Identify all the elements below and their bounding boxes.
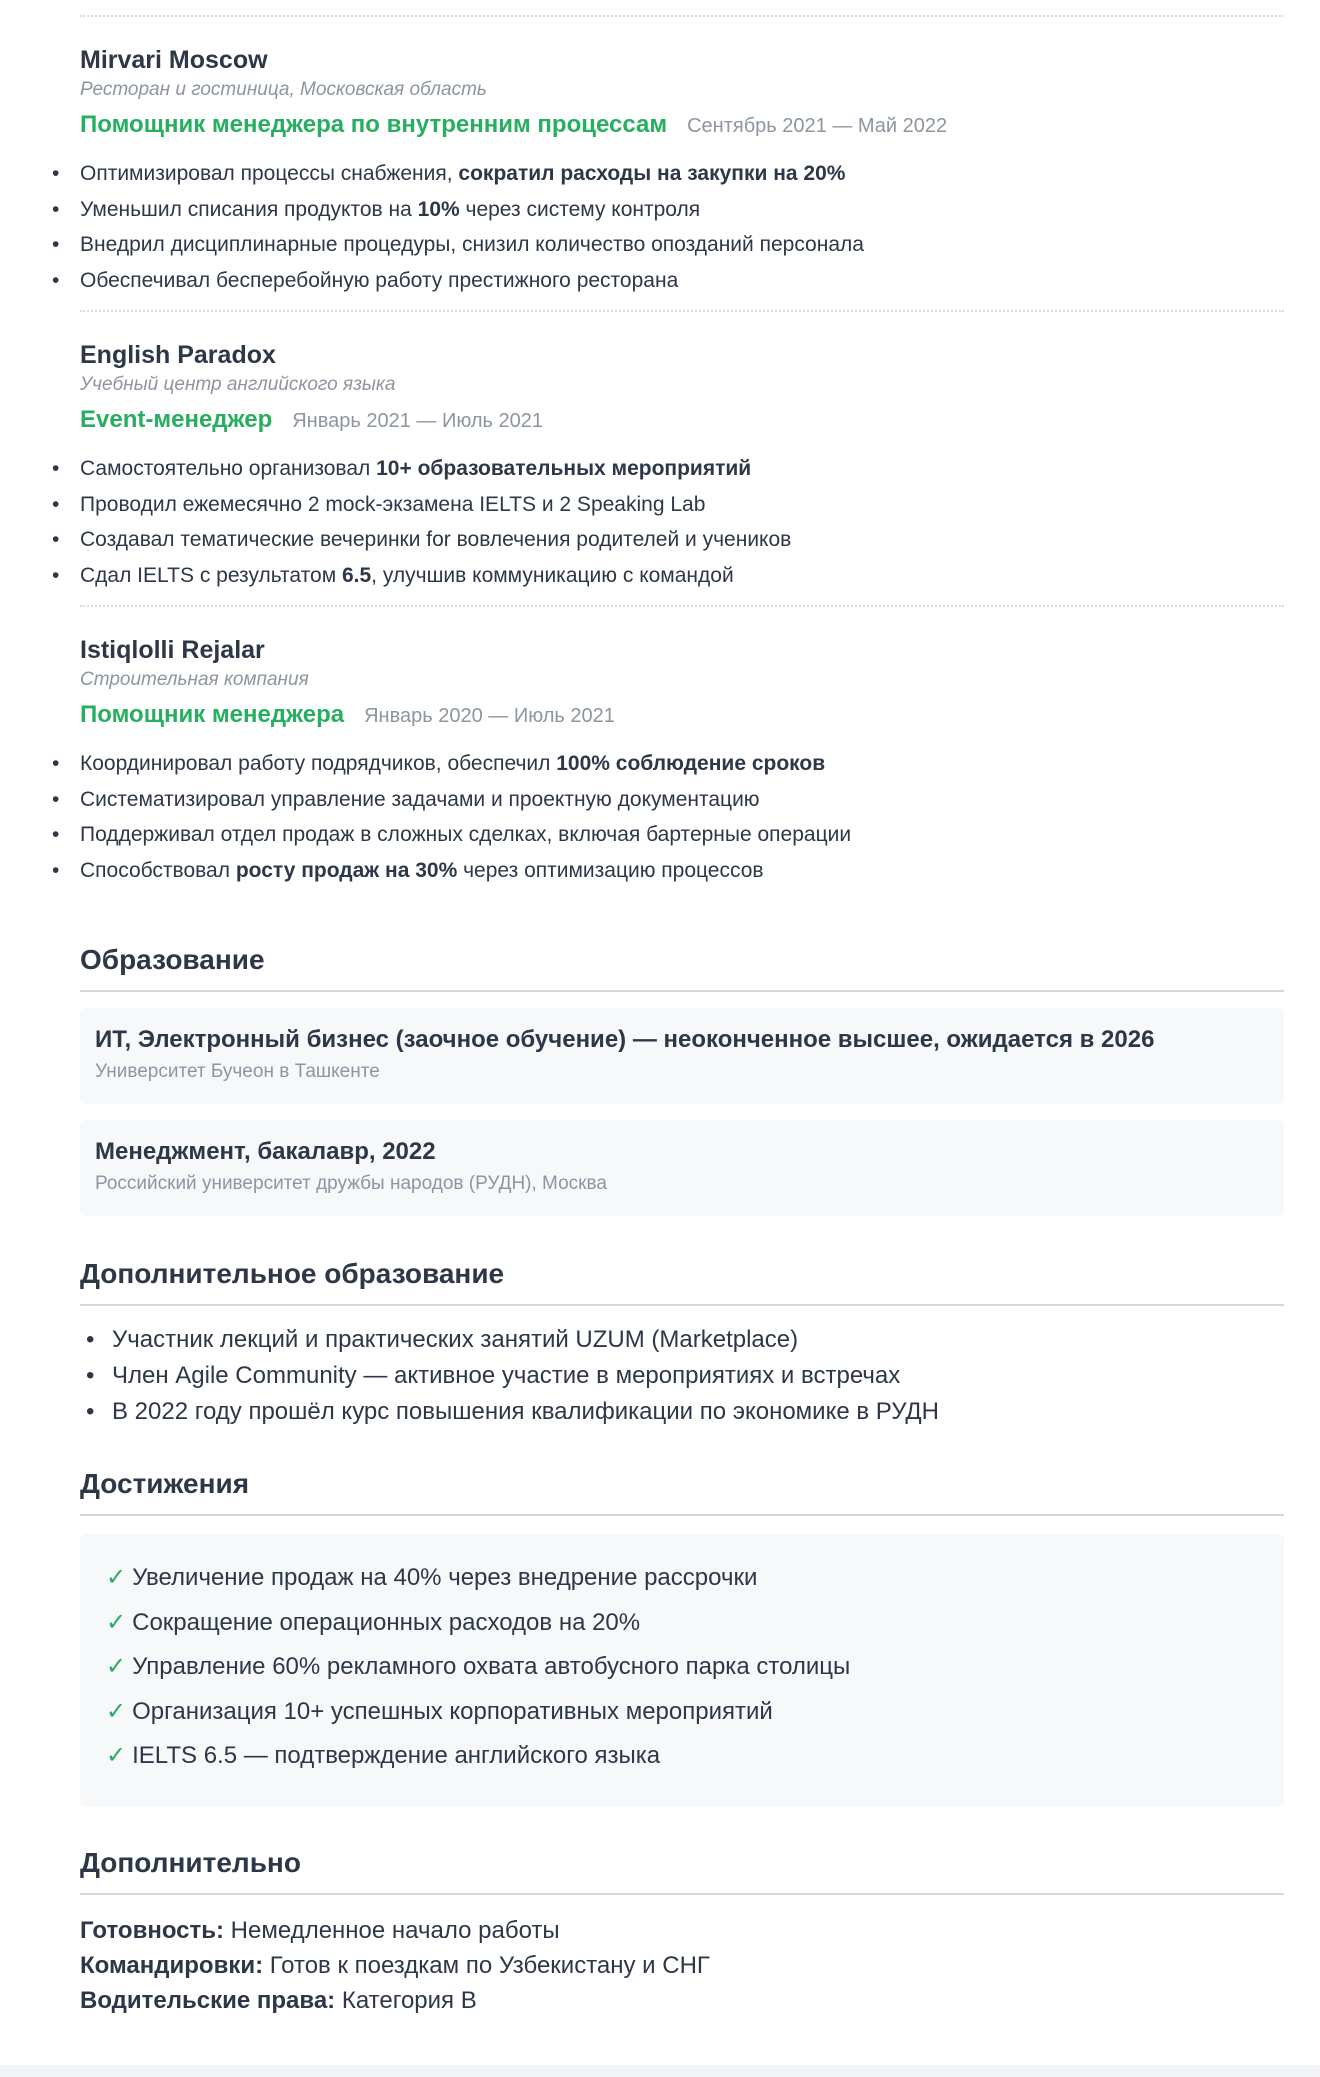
achievement-item: ✓ Сокращение операционных расходов на 20% [106,1608,641,1636]
education-card [80,1008,1284,1104]
job-period: Январь 2020 — Июль 2021 [364,705,615,727]
education-degree: ИТ, Электронный бизнес (заочное обучение) — неоконченное высшее, ожидается в 2026 [95,1026,1155,1053]
checkmark-icon: ✓ [106,1742,127,1769]
additional-info [80,1913,1284,2018]
section-title: Дополнительное образование [80,1256,1284,1306]
list-item: • Способствовал росту продаж на 30% через оптимизацию процессов [80,853,1284,889]
achievement-item: ✓ Увеличение продаж на 40% через внедрение рассрочки [106,1564,758,1591]
checkmark-icon: ✓ [106,1653,127,1680]
company-name: Istiqlolli Rejalar [80,636,265,664]
list-item: • В 2022 году прошёл курс повышения квалификации по экономике в РУДН [80,1394,1284,1430]
checkmark-icon: ✓ [106,1608,127,1636]
list-item: • Проводил ежемесячно 2 mock-экзамена IELTS и 2 Speaking Lab [80,487,1284,523]
list-item: • Участник лекций и практических занятий UZUM (Marketplace) [80,1322,1284,1358]
education-section [80,942,1284,1216]
list-item: • Обеспечивал бесперебойную работу престижного ресторана [80,263,1284,299]
education-card [80,1120,1284,1216]
job-role: Помощник менеджера по внутренним процессам [80,111,668,138]
row-label: Командировки: [80,1951,264,1979]
role-line [80,699,1284,734]
company-name: Mirvari Moscow [80,46,268,74]
achievements-section [80,1466,1284,1807]
list-item: • Оптимизировал процессы снабжения, сократил расходы на закупки на 20% [80,156,1284,192]
list-item: • Член Agile Community — активное участие в мероприятиях и встречах [80,1358,1284,1394]
section-title: Образование [80,942,1284,992]
list-item: • Сдал IELTS с результатом 6.5, улучшив коммуникацию с командой [80,558,1284,594]
checkmark-icon: ✓ [106,1697,127,1725]
list-item: • Систематизировал управление задачами и проектную документацию [80,782,1284,818]
additional-section [80,1845,1284,2018]
list-item: • Координировал работу подрядчиков, обеспечил 100% соблюдение сроков [80,746,1284,782]
job-bullets [80,746,1284,888]
row-value: Немедленное начало работы [224,1916,560,1944]
list-item: • Самостоятельно организовал 10+ образовательных мероприятий [80,451,1284,487]
row-label: Готовность: [80,1916,225,1944]
row-label: Водительские права: [80,1986,336,2014]
achievement-item: ✓ Организация 10+ успешных корпоративных мероприятий [106,1697,773,1725]
achievement-item: ✓ IELTS 6.5 — подтверждение английского языка [106,1742,661,1769]
role-line [80,404,1284,439]
section-title: Дополнительно [80,1845,1284,1895]
additional-row [80,1913,1284,1948]
job-period: Сентябрь 2021 — Май 2022 [687,115,948,137]
company-description: Ресторан и гостиница, Московская область [80,79,487,100]
achievements-card [80,1534,1284,1807]
job-entry [80,17,1284,298]
section-title: Достижения [80,1466,1284,1516]
job-role: Event-менеджер [80,406,273,433]
job-bullets [80,156,1284,298]
education-degree: Менеджмент, бакалавр, 2022 [95,1138,436,1165]
education-school: Университет Бучеон в Ташкенте [95,1061,380,1082]
list-item: • Уменьшил списания продуктов на 10% через систему контроля [80,192,1284,228]
row-value: Готов к поездкам по Узбекистану и СНГ [263,1951,710,1979]
company-description: Учебный центр английского языка [80,374,396,395]
list-item: • Создавал тематические вечеринки for вовлечения родителей и учеников [80,522,1284,558]
job-role: Помощник менеджера [80,701,345,728]
job-period: Январь 2021 — Июль 2021 [292,410,544,432]
additional-education-list [80,1322,1284,1430]
additional-education-section [80,1256,1284,1430]
checkmark-icon: ✓ [106,1564,127,1591]
job-entry [80,310,1284,593]
additional-row [80,1983,1284,2018]
education-school: Российский университет дружбы народов (РУДН), Москва [95,1173,607,1194]
job-bullets [80,451,1284,593]
list-item: • Поддерживал отдел продаж в сложных сделках, включая бартерные операции [80,817,1284,853]
company-description: Строительная компания [80,669,309,690]
achievement-item: ✓ Управление 60% рекламного охвата автобусного парка столицы [106,1653,851,1680]
job-entry [80,605,1284,888]
additional-row [80,1948,1284,1983]
resume-content [80,0,1284,2018]
role-line [80,109,1284,144]
row-value: Категория B [335,1986,477,2014]
list-item: • Внедрил дисциплинарные процедуры, снизил количество опозданий персонала [80,227,1284,263]
company-name: English Paradox [80,341,276,369]
page-footer-band [0,2065,1320,2077]
